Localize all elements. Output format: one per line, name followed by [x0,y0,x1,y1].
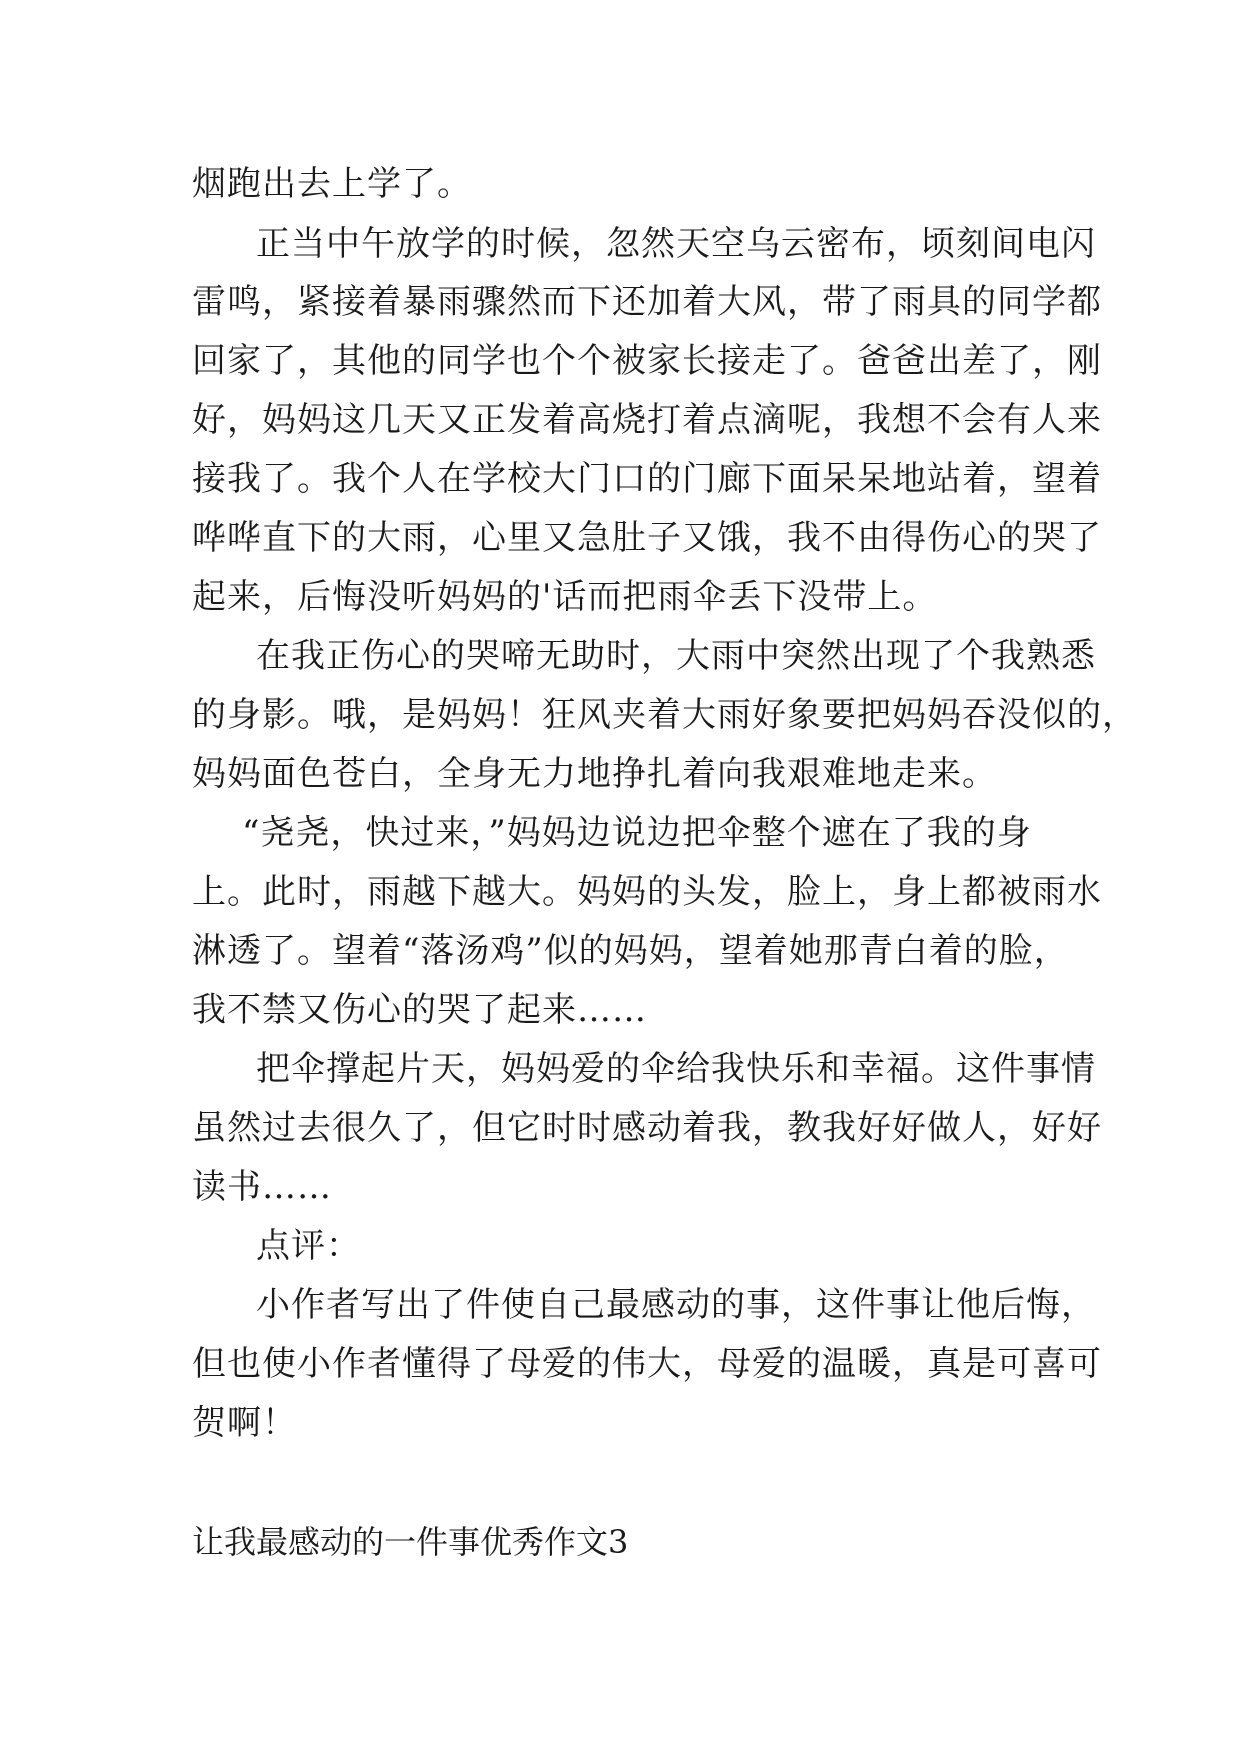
text-line: 妈妈面色苍白，全身无力地挣扎着向我艰难地走来。 [192,754,997,794]
text-line: 起来，后悔没听妈妈的'话而把雨伞丢下没带上。 [192,577,938,617]
paragraph-first-line: 正当中午放学的时候，忽然天空乌云密布，顷刻间电闪 [256,224,1096,264]
paragraph-first-line: 小作者写出了件使自己最感动的事，这件事让他后悔， [256,1285,1096,1325]
paragraph-first-line: 在我正伤心的哭啼无助时，大雨中突然出现了个我熟悉 [256,636,1096,676]
comment-label: 点评： [256,1226,361,1266]
text-line: 贺啊！ [192,1403,297,1443]
text-line: 我不禁又伤心的哭了起来…… [192,990,647,1030]
text-line: 接我了。我个人在学校大门口的门廊下面呆呆地站着，望着 [192,459,1102,499]
text-line: 上。此时，雨越下越大。妈妈的头发，脸上，身上都被雨水 [192,872,1102,912]
text-line: 好，妈妈这几天又正发着高烧打着点滴呢，我想不会有人来 [192,400,1102,440]
paragraph-first-line: 把伞撑起片天，妈妈爱的伞给我快乐和幸福。这件事情 [256,1049,1096,1089]
text-line: 回家了，其他的同学也个个被家长接走了。爸爸出差了，刚 [192,341,1102,381]
text-line: 的身影。哦，是妈妈！狂风夹着大雨好象要把妈妈吞没似的， [192,695,1137,735]
text-line: 烟跑出去上学了。 [192,164,472,204]
section-heading: 让我最感动的一件事优秀作文3 [192,1523,629,1561]
text-line: 哗哗直下的大雨，心里又急肚子又饿，我不由得伤心的哭了 [192,518,1102,558]
text-line: 雷鸣，紧接着暴雨骤然而下还加着大风，带了雨具的同学都 [192,282,1102,322]
text-line: 淋透了。望着“落汤鸡”似的妈妈，望着她那青白着的脸， [192,931,1069,971]
paragraph-first-line: “尧尧，快过来，”妈妈边说边把伞整个遮在了我的身 [242,813,1032,853]
text-line: 但也使小作者懂得了母爱的伟大，母爱的温暖，真是可喜可 [192,1344,1102,1384]
text-line: 读书…… [192,1167,332,1207]
text-line: 虽然过去很久了，但它时时感动着我，教我好好做人，好好 [192,1108,1102,1148]
